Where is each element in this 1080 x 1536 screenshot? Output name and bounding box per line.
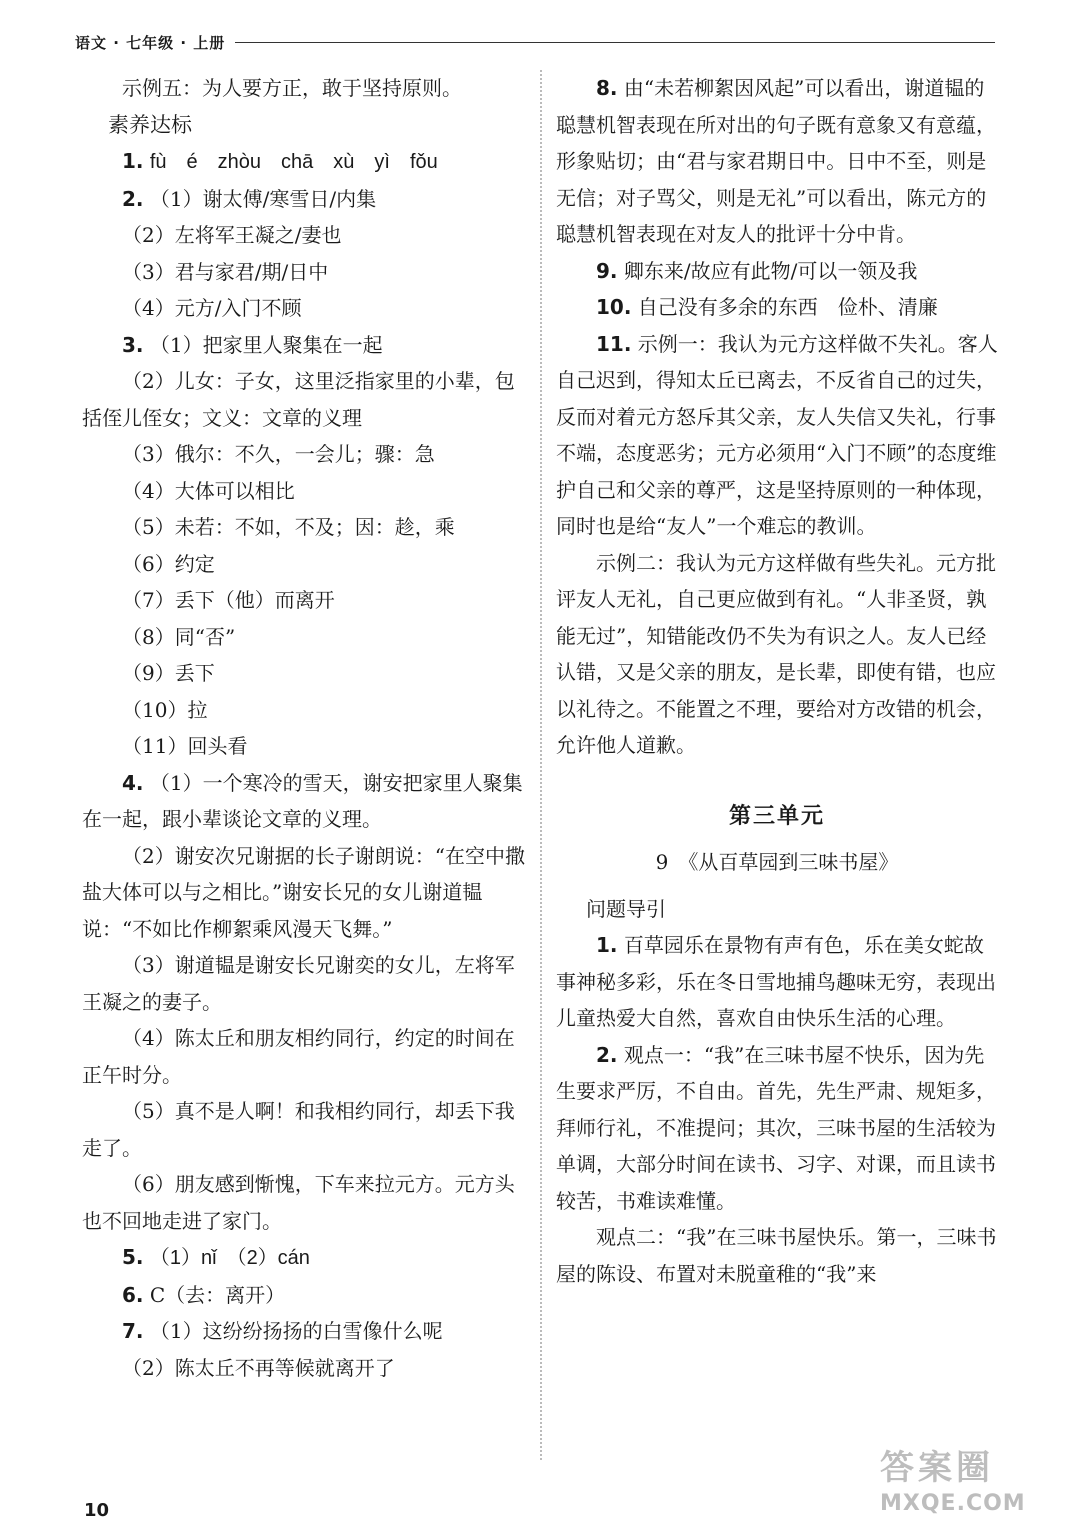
guide-answer-2-view-2: 观点二：“我”在三味书屋快乐。第一，三味书屋的陈设、布置对未脱童稚的“我”来 (556, 1225, 997, 1286)
answer-text: 自己没有多余的东西 俭朴、清廉 (637, 295, 938, 319)
column-divider (540, 70, 542, 1460)
answer-4-4: （4）陈太丘和朋友相约同行，约定的时间在正午时分。 (82, 1026, 515, 1087)
answer-number: 9. (596, 258, 618, 283)
answer-2-3: （3）君与家君/期/日中 (122, 259, 329, 284)
answer-text: 观点一：“我”在三味书屋不快乐，因为先生要求严厉，不自由。首先，先生严肃、规矩多，拜师行礼，不准提问；其次，三味书屋的生活较为单调，大部分时间在读书、习字、对课，而且读书较苦，书难读难懂。 (556, 1042, 996, 1213)
answer-text: C（去：离开） (149, 1282, 286, 1307)
right-column (556, 70, 998, 1292)
watermark-text: 答案圈 (880, 1448, 994, 1488)
answer-text: fù é zhòu chā xù yì fǒu (149, 151, 438, 173)
answer-3-6: （6）约定 (122, 551, 215, 576)
answer-number: 3. (122, 332, 144, 357)
answer-number: 1. (122, 149, 144, 173)
answer-7-1 (82, 1313, 526, 1350)
answer-7-2: （2）陈太丘不再等候就离开了 (122, 1355, 395, 1380)
answer-text: 示例一：我认为元方这样做不失礼。客人自己迟到，得知太丘已离去，不反省自己的过失，反而对着元方怒斥其父亲，友人失信又失礼，行事不端，态度恶劣；元方必须用“入门不顾”的态度维护自己和父亲的尊严，这是坚持原则的一种体现，同时也是给“友人”一个难忘的教训。 (556, 331, 998, 538)
answer-number: 11. (596, 331, 632, 356)
answer-9 (556, 253, 998, 290)
answer-3-10: （10）拉 (122, 697, 208, 722)
answer-2-4: （4）元方/入门不顾 (122, 296, 302, 320)
answer-1 (82, 143, 526, 181)
answer-3-9: （9）丢下 (122, 661, 215, 685)
page-header (75, 30, 995, 60)
answer-number: 10. (596, 295, 632, 319)
left-column (82, 70, 526, 1386)
watermark-logo (880, 1440, 1070, 1530)
answer-text: 卿东来/故应有此物/可以一领及我 (623, 258, 918, 283)
answer-11-example-2: 示例二：我认为元方这样做有些失礼。元方批评友人无礼，自己更应做到有礼。“人非圣贤，孰能无过”，知错能改仍不失为有识之人。友人已经认错，又是父亲的朋友，是长辈，即使有错，也应以礼待之。不能置之不理，要给对方改错的机会，允许他人道歉。 (556, 550, 996, 757)
answer-3-11: （11）回头看 (122, 734, 248, 758)
answer-3-5: （5）未若：不如，不及；因：趁，乘 (122, 515, 455, 539)
answer-text: 百草园乐在景物有声有色，乐在美女蛇故事神秘多彩，乐在冬日雪地捕鸟趣味无穷，表现出儿童热爱大自然，喜欢自由快乐生活的心理。 (556, 933, 996, 1030)
answer-8 (556, 70, 998, 253)
lesson-title: 9 《从百草园到三味书屋》 (655, 850, 899, 874)
answer-number: 8. (596, 76, 618, 100)
example-five: 示例五：为人要方正，敢于坚持原则。 (122, 76, 462, 100)
answer-number: 1. (596, 933, 618, 957)
answer-10 (556, 289, 998, 326)
watermark-url: MXQE.COM (880, 1491, 1026, 1516)
section-heading: 问题导引 (586, 896, 666, 921)
answer-number: 5. (122, 1245, 144, 1269)
answer-text: 由“未若柳絮因风起”可以看出，谢道韫的聪慧机智表现在所对出的句子既有意象又有意蕴，形象贴切；由“君与家君期日中。日中不至，则是无信；对子骂父，则是无礼”可以看出，陈元方的聪慧机智表现在对友人的批评十分中肯。 (556, 76, 996, 246)
answer-6 (82, 1277, 526, 1314)
guide-answer-2 (556, 1037, 998, 1220)
section-heading: 素养达标 (108, 112, 192, 137)
answer-text: （1）一个寒冷的雪天，谢安把家里人聚集在一起，跟小辈谈论文章的义理。 (82, 770, 523, 831)
answer-text: （1）nǐ （2）cán (149, 1247, 310, 1269)
answer-text: （1）把家里人聚集在一起 (149, 332, 383, 357)
answer-4-3: （3）谢道韫是谢安长兄谢奕的女儿，左将军王凝之的妻子。 (82, 953, 515, 1014)
answer-number: 2. (596, 1042, 618, 1067)
answer-4-2: （2）谢安次兄谢据的长子谢朗说：“在空中撒盐大体可以与之相比。”谢安长兄的女儿谢道韫说：“不如比作柳絮乘风漫天飞舞。” (82, 843, 525, 941)
answer-3-1 (82, 327, 526, 364)
header-title: 语文 · 七年级 · 上册 (75, 30, 235, 56)
unit-title: 第三单元 (728, 802, 825, 829)
answer-number: 7. (122, 1319, 144, 1343)
answer-number: 6. (122, 1282, 144, 1307)
answer-4-6: （6）朋友感到惭愧，下车来拉元方。元方头也不回地走进了家门。 (82, 1172, 515, 1233)
answer-11 (556, 326, 998, 545)
answer-3-3: （3）俄尔：不久，一会儿；骤：急 (122, 442, 435, 466)
answer-5 (82, 1239, 526, 1277)
answer-text: （1）谢太傅/寒雪日/内集 (149, 186, 377, 211)
answer-2-1 (82, 181, 526, 218)
page-number: 10 (84, 1500, 110, 1521)
answer-4-1 (82, 765, 526, 838)
answer-3-8: （8）同“否” (122, 624, 236, 649)
answer-text: （1）这纷纷扬扬的白雪像什么呢 (149, 1319, 443, 1343)
answer-3-2: （2）儿女：子女，这里泛指家里的小辈，包括侄儿侄女；文义：文章的义理 (82, 369, 515, 430)
guide-answer-1 (556, 927, 998, 1037)
answer-number: 4. (122, 770, 144, 795)
answer-3-4: （4）大体可以相比 (122, 478, 295, 503)
answer-2-2: （2）左将军王凝之/妻也 (122, 223, 342, 247)
answer-number: 2. (122, 186, 144, 211)
answer-3-7: （7）丢下（他）而离开 (122, 588, 335, 612)
answer-4-5: （5）真不是人啊！和我相约同行，却丢下我走了。 (82, 1099, 515, 1160)
